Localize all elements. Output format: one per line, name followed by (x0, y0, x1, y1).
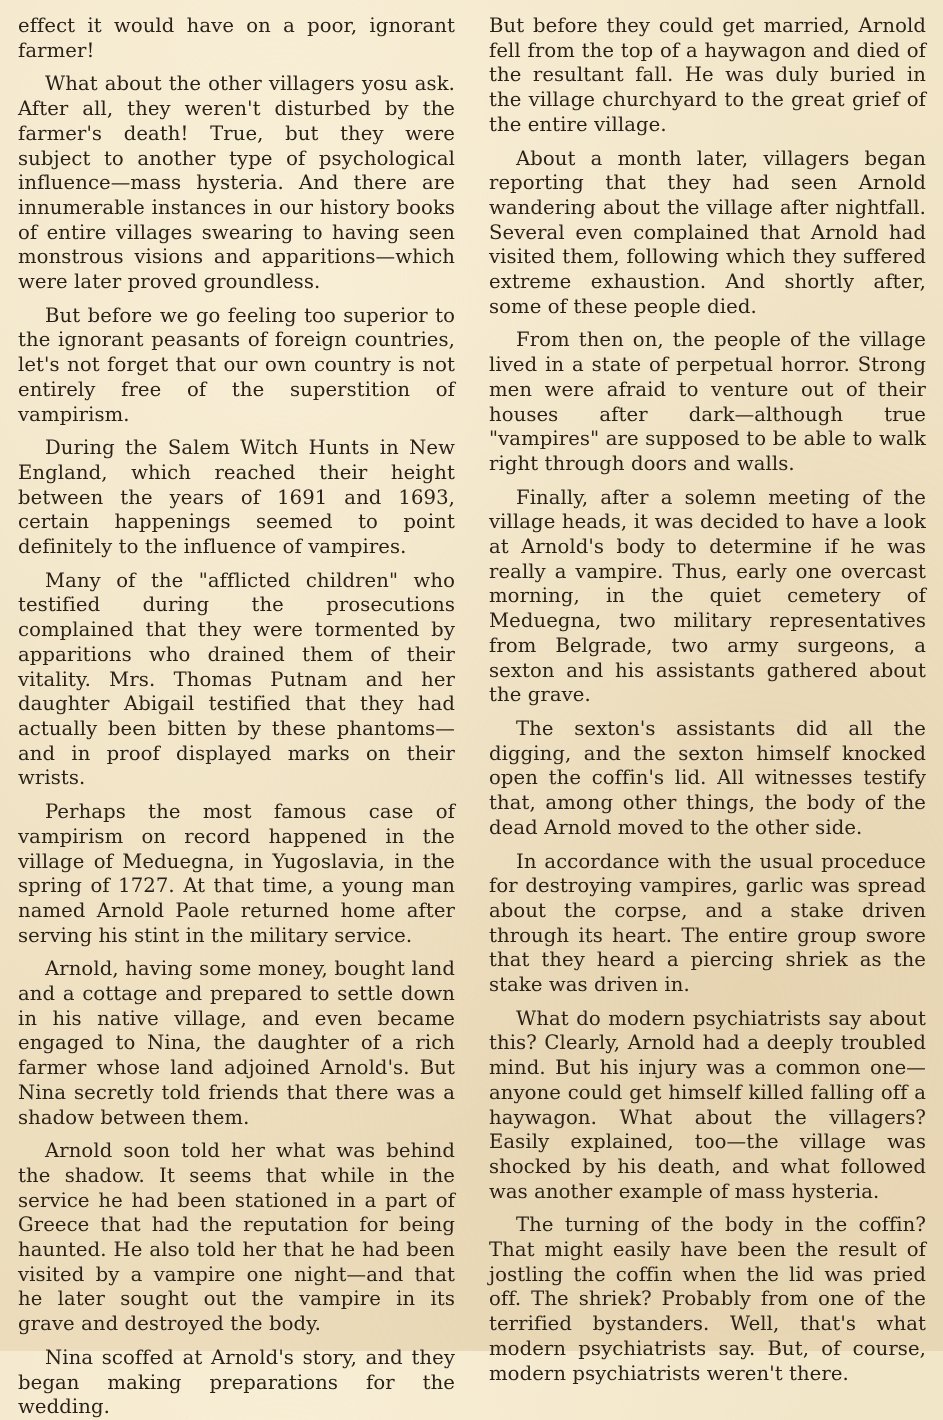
paragraph: During the Salem Witch Hunts in New England, which reached their height between the years of 1691 and 1693, certain happenings seemed to point definitely to the influence of vampires. (18, 436, 455, 559)
paragraph: Arnold, having some money, bought land and a cottage and prepared to settle down in his native village, and even became engaged to Nina, the daughter of a rich farmer whose land adjoined Arnold's. But Nina secretly told friends that there was a shadow between them. (18, 957, 455, 1129)
right-column (489, 14, 926, 1385)
paragraph: But before they could get married, Arnold fell from the top of a haywagon and died of the resultant fall. He was duly buried in the village churchyard to the great grief of the entire village. (489, 14, 926, 136)
paragraph: From then on, the people of the village lived in a state of perpetual horror. Strong men were afraid to venture out of their houses after dark—although true "vampires" are supposed to be able to walk right through doors and walls. (489, 328, 926, 475)
paragraph: The turning of the body in the coffin? That might easily have been the result of jostling the coffin when the lid was pried off. The shriek? Probably from one of the terrified bystanders. Well, that's what modern psychiatrists say. But, of course, modern psychiatrists weren't there. (489, 1213, 926, 1385)
article-page (18, 14, 928, 1419)
paragraph: Nina scoffed at Arnold's story, and they began making preparations for the wedding. (18, 1345, 455, 1419)
paragraph: About a month later, villagers began reporting that they had seen Arnold wandering about the village after nightfall. Several even complained that Arnold had visited them, following which they suffered extreme exhaustion. And shortly after, some of these people died. (489, 146, 926, 318)
paragraph: What do modern psychiatrists say about this? Clearly, Arnold had a deeply troubled mind. But his injury was a common one—anyone could get himself killed falling off a haywagon. What about the villagers? Easily explained, too—the village was shocked by his death, and what followed was another example of mass hysteria. (489, 1006, 926, 1203)
paragraph: Finally, after a solemn meeting of the village heads, it was decided to have a look at Arnold's body to determine if he was really a vampire. Thus, early one overcast morning, in the quiet cemetery of Meduegna, two military representatives from Belgrade, two army surgeons, a sexton and his assistants gathered about the grave. (489, 485, 926, 707)
paragraph: In accordance with the usual proceduce for destroying vampires, garlic was spread about the corpse, and a stake driven through its heart. The entire group swore that they heard a piercing shriek as the stake was driven in. (489, 849, 926, 997)
paragraph: But before we go feeling too superior to the ignorant peasants of foreign countries, let's not forget that our own country is not entirely free of the superstition of vampirism. (18, 303, 455, 426)
left-column (18, 14, 455, 1419)
paragraph: The sexton's assistants did all the digging, and the sexton himself knocked open the coffin's lid. All witnesses testify that, among other things, the body of the dead Arnold moved to the other side. (489, 716, 926, 839)
paragraph: What about the other villagers yosu ask. After all, they weren't disturbed by the farmer's death! True, but they were subject to another type of psychological influence—mass hysteria. And there are innumerable instances in our history books of entire villages swearing to having seen monstrous visions and apparitions—which were later proved groundless. (18, 72, 455, 294)
paragraph: effect it would have on a poor, ignorant farmer! (18, 14, 455, 62)
paragraph: Many of the "afflicted children" who testified during the prosecutions complained that they were tormented by apparitions who drained them of their vitality. Mrs. Thomas Putnam and her daughter Abigail testified that they had actually been bitten by these phantoms—and in proof displayed marks on their wrists. (18, 568, 455, 790)
paragraph: Perhaps the most famous case of vampirism on record happened in the village of Meduegna, in Yugoslavia, in the spring of 1727. At that time, a young man named Arnold Paole returned home after serving his stint in the military service. (18, 800, 455, 947)
paragraph: Arnold soon told her what was behind the shadow. It seems that while in the service he had been stationed in a part of Greece that had the reputation for being haunted. He also told her that he had been visited by a vampire one night—and that he later sought out the vampire in its grave and destroyed the body. (18, 1139, 455, 1336)
